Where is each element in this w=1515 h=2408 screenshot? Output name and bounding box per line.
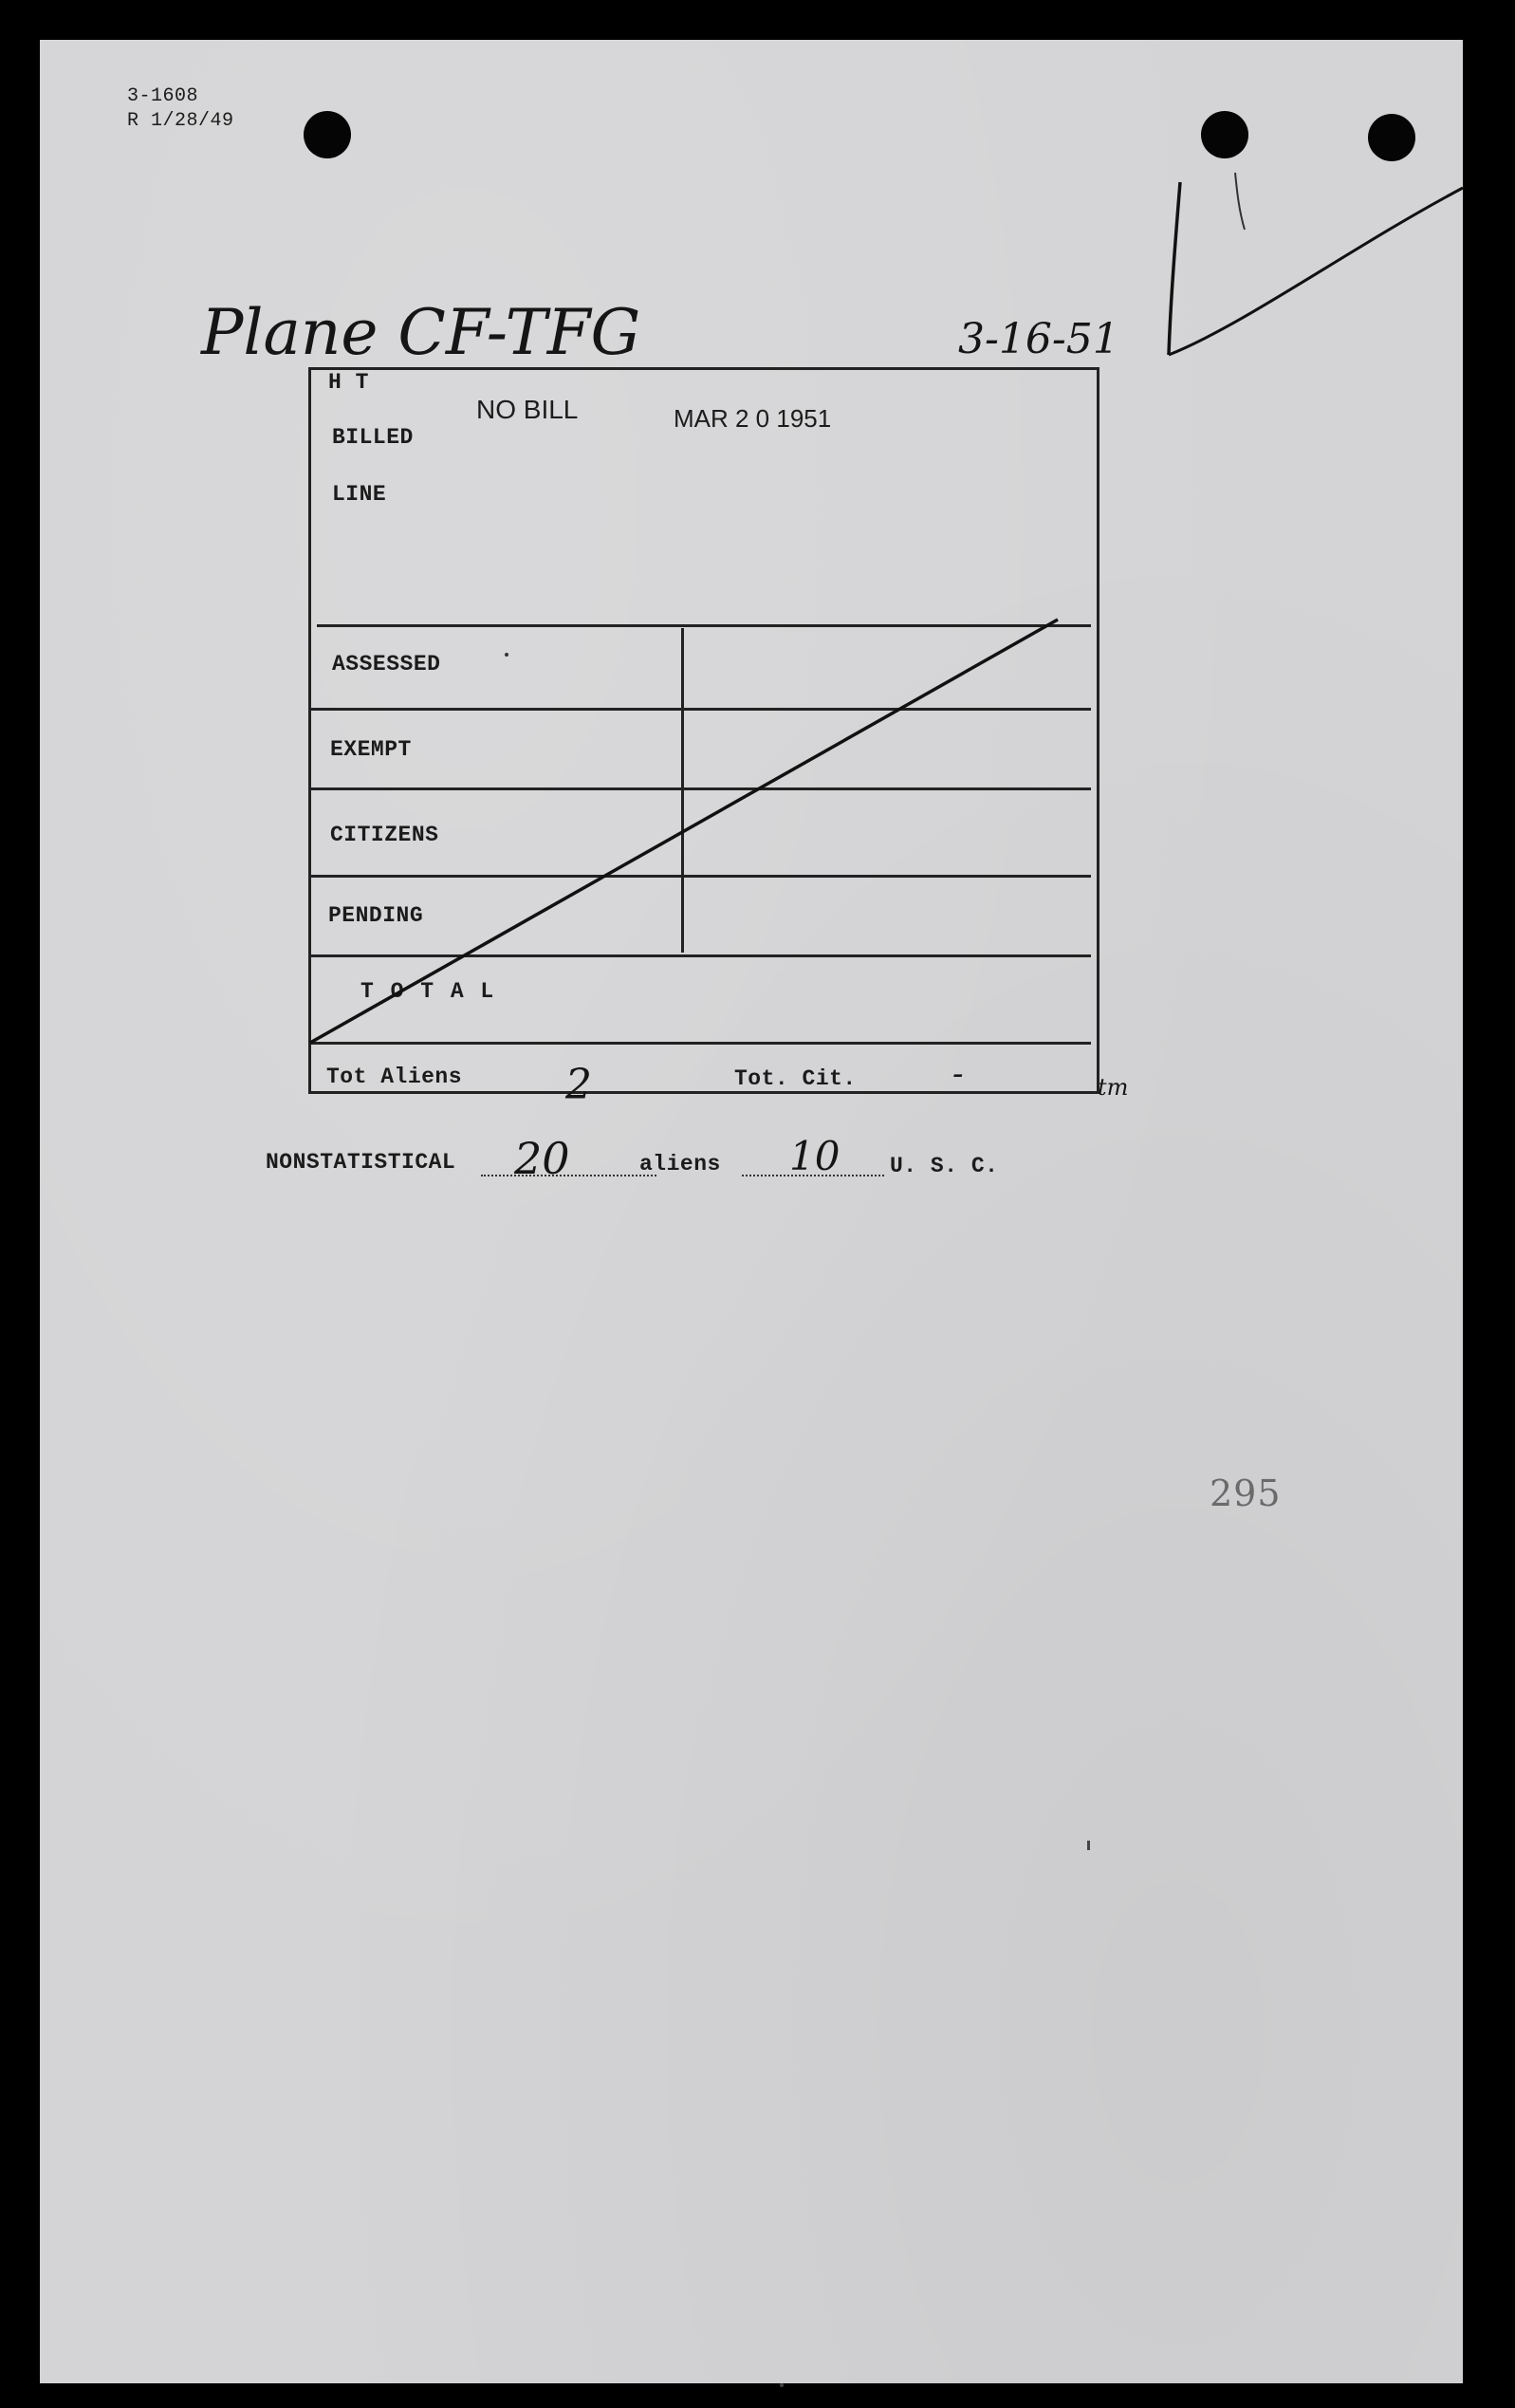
punch-hole-left bbox=[304, 111, 351, 158]
label-assessed: ASSESSED bbox=[332, 652, 441, 676]
tot-cit-value: - bbox=[952, 1055, 964, 1093]
tot-aliens-value: 2 bbox=[565, 1061, 592, 1109]
label-pending: PENDING bbox=[328, 903, 424, 928]
handwritten-date: 3-16-51 bbox=[958, 315, 1119, 363]
label-total: T O T A L bbox=[360, 979, 496, 1004]
form-number: 3-1608 bbox=[127, 85, 199, 107]
label-exempt: EXEMPT bbox=[330, 737, 412, 762]
label-ht: H T bbox=[328, 370, 369, 395]
label-tot-cit: Tot. Cit. bbox=[734, 1066, 857, 1091]
speck bbox=[505, 653, 508, 657]
page-number: 295 bbox=[1210, 1473, 1282, 1514]
date-stamp: MAR 2 0 1951 bbox=[674, 404, 832, 433]
speck bbox=[780, 2383, 784, 2387]
label-line: LINE bbox=[332, 482, 387, 507]
label-nonstatistical: NONSTATISTICAL bbox=[266, 1150, 456, 1175]
nonstat-aliens-value: 20 bbox=[514, 1133, 570, 1184]
initials: tm bbox=[1098, 1074, 1129, 1101]
document-page bbox=[40, 40, 1463, 2383]
label-tot-aliens: Tot Aliens bbox=[326, 1065, 463, 1089]
nonstat-usc-value: 10 bbox=[789, 1133, 841, 1179]
label-citizens: CITIZENS bbox=[330, 823, 439, 847]
speck bbox=[1087, 1841, 1090, 1850]
label-usc: U. S. C. bbox=[890, 1154, 999, 1178]
form-box bbox=[308, 367, 1099, 1109]
form-revision: R 1/28/49 bbox=[127, 110, 234, 132]
no-bill-stamp: NO BILL bbox=[476, 395, 579, 424]
checkmark-icon bbox=[1131, 135, 1463, 362]
label-billed: BILLED bbox=[332, 425, 414, 450]
cancellation-line bbox=[308, 367, 1099, 1094]
handwritten-plane: Plane CF-TFG bbox=[201, 296, 641, 369]
label-aliens: aliens bbox=[639, 1152, 721, 1176]
